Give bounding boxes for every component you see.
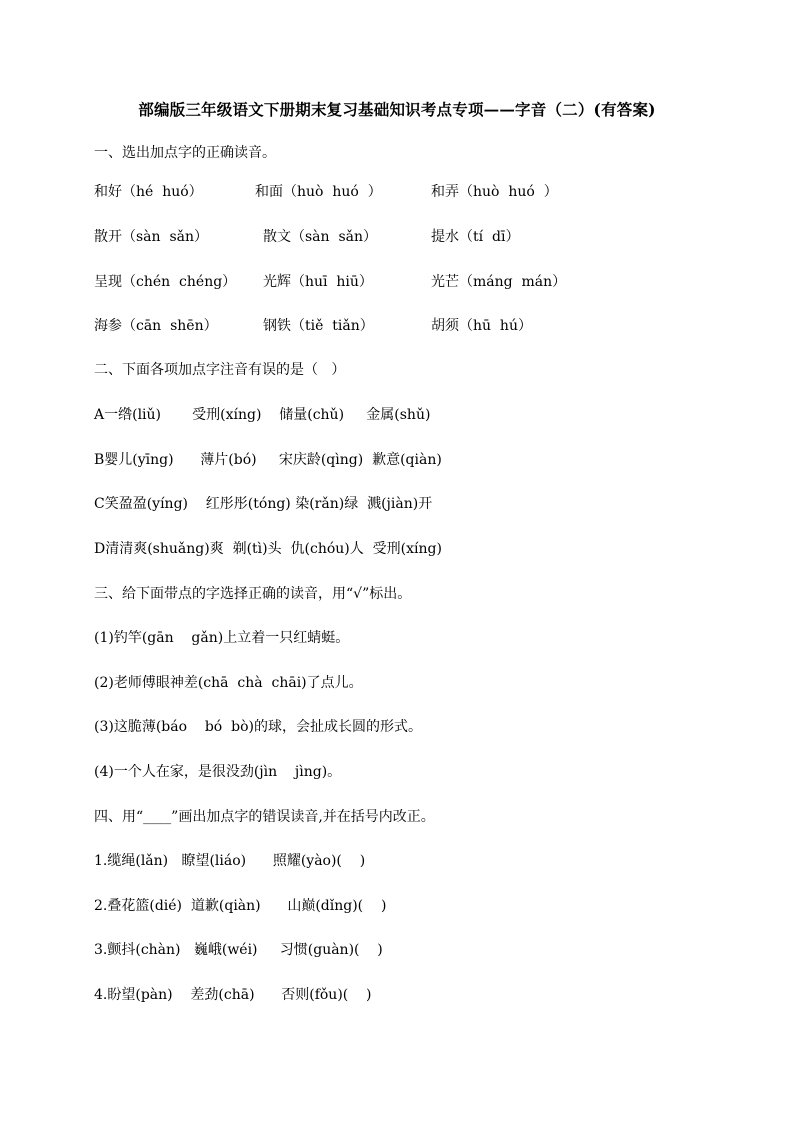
pinyin-choice: 和面（huò huó ）	[255, 184, 382, 200]
pinyin-choice: 提水（tí dī）	[431, 229, 520, 245]
pinyin-choice: 散开（sàn sǎn）	[94, 229, 208, 245]
section1-heading: 一、选出加点字的正确读音。	[94, 145, 276, 161]
option-c: C笑盈盈(yíng) 红彤彤(tóng) 染(rǎn)绿 溅(jiàn)开	[94, 496, 433, 512]
question-item: (1)钓竿(gān gǎn)上立着一只红蜻蜓。	[94, 630, 350, 646]
pinyin-choice: 呈现（chén chéng）	[94, 274, 237, 290]
pinyin-choice: 和弄（huò huó ）	[431, 184, 558, 200]
pinyin-choice: 胡须（hū hú）	[431, 318, 532, 334]
section2-heading: 二、下面各项加点字注音有误的是（ ）	[94, 362, 346, 378]
correction-item: 3.颤抖(chàn) 巍峨(wéi) 习惯(guàn)( )	[94, 942, 383, 958]
correction-item: 2.叠花篮(dié) 道歉(qiàn) 山巅(dǐng)( )	[94, 898, 387, 914]
pinyin-choice: 光辉（huī hiū）	[263, 274, 373, 290]
pinyin-choice: 海参（cān shēn）	[94, 318, 218, 334]
correction-item: 1.缆绳(lǎn) 瞭望(liáo) 照耀(yào)( )	[94, 853, 366, 869]
pinyin-choice: 和好（hé huó）	[94, 184, 203, 200]
section4-heading: 四、用“____”画出加点字的错误读音,并在括号内改正。	[94, 809, 435, 825]
pinyin-choice: 光芒（máng mán）	[431, 274, 567, 290]
option-d: D清清爽(shuǎng)爽 剃(tì)头 仇(chóu)人 受刑(xíng)	[94, 541, 442, 557]
pinyin-choice: 散文（sàn sǎn）	[263, 229, 377, 245]
correction-item: 4.盼望(pàn) 差劲(chā) 否则(fǒu)( )	[94, 987, 372, 1003]
option-b: B婴儿(yīng) 薄片(bó) 宋庆龄(qìng) 歉意(qiàn)	[94, 452, 442, 468]
section3-heading: 三、给下面带点的字选择正确的读音，用“√”标出。	[94, 586, 412, 602]
question-item: (2)老师傅眼神差(chā chà chāi)了点儿。	[94, 675, 363, 691]
question-item: (3)这脆薄(báo bó bò)的球，会扯成长圆的形式。	[94, 719, 422, 735]
option-a: A一绺(liǔ) 受刑(xíng) 储量(chǔ) 金属(shǔ)	[94, 407, 431, 423]
question-item: (4)一个人在家，是很没劲(jìn jìng)。	[94, 764, 342, 780]
pinyin-choice: 钢铁（tiě tiǎn）	[263, 318, 374, 334]
page-title: 部编版三年级语文下册期末复习基础知识考点专项——字音（二）(有答案)	[138, 100, 656, 119]
